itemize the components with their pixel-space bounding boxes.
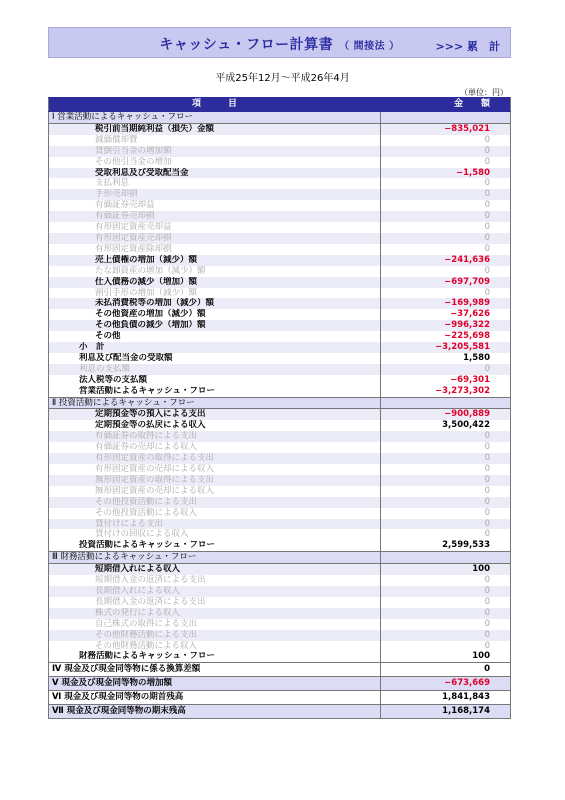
row-amount: 0 bbox=[381, 244, 511, 255]
row-label: 利息及び配当金の受取額 bbox=[49, 353, 381, 364]
row-amount: −241,636 bbox=[381, 255, 511, 266]
table-row bbox=[49, 331, 511, 342]
table-row bbox=[49, 320, 511, 331]
row-amount bbox=[381, 112, 511, 124]
table-row bbox=[49, 630, 511, 641]
section-header-row bbox=[49, 552, 511, 564]
row-amount: 0 bbox=[381, 442, 511, 453]
row-amount: −697,709 bbox=[381, 277, 511, 288]
row-amount: 100 bbox=[381, 564, 511, 575]
row-label: その他財務活動による収入 bbox=[49, 641, 381, 652]
row-amount: 0 bbox=[381, 529, 511, 540]
row-amount: 0 bbox=[381, 497, 511, 508]
table-row bbox=[49, 453, 511, 464]
row-label: 無形固定資産の売却による収入 bbox=[49, 486, 381, 497]
table-row bbox=[49, 420, 511, 431]
table-row bbox=[49, 519, 511, 530]
row-label: 有形固定資産の取得による支出 bbox=[49, 453, 381, 464]
summary-row bbox=[49, 691, 511, 705]
report-title-text: キャッシュ・フロー計算書 bbox=[159, 37, 334, 53]
row-label: 有価証券の売却による収入 bbox=[49, 442, 381, 453]
row-amount: 0 bbox=[381, 364, 511, 375]
row-amount: 0 bbox=[381, 663, 511, 677]
subtotal-row bbox=[49, 342, 511, 353]
row-amount: −3,273,302 bbox=[381, 386, 511, 397]
table-row bbox=[49, 529, 511, 540]
row-label: 有形固定資産の売却による収入 bbox=[49, 464, 381, 475]
row-amount: 0 bbox=[381, 641, 511, 652]
table-row bbox=[49, 619, 511, 630]
table-row bbox=[49, 189, 511, 200]
table-row bbox=[49, 597, 511, 608]
row-label: その他投資活動による収入 bbox=[49, 508, 381, 519]
section-total-row bbox=[49, 540, 511, 551]
row-label: 投資活動によるキャッシュ・フロー bbox=[49, 540, 381, 551]
table-row bbox=[49, 309, 511, 320]
row-amount: 0 bbox=[381, 288, 511, 299]
cumulative-badge: >>> 累 計 bbox=[435, 40, 500, 53]
report-method: （ 間接法 ） bbox=[339, 41, 400, 52]
table-row bbox=[49, 146, 511, 157]
row-label: 定期預金等の預入による支出 bbox=[49, 409, 381, 420]
section-header-row bbox=[49, 112, 511, 124]
row-amount: 0 bbox=[381, 519, 511, 530]
row-label: 営業活動によるキャッシュ・フロー bbox=[49, 386, 381, 397]
period-label: 平成25年12月～平成26年4月 bbox=[215, 73, 350, 84]
table-row bbox=[49, 508, 511, 519]
row-amount: −169,989 bbox=[381, 298, 511, 309]
row-label: 有価証券売却損 bbox=[49, 211, 381, 222]
table-row bbox=[49, 135, 511, 146]
row-amount: 0 bbox=[381, 178, 511, 189]
row-label: その他投資活動による支出 bbox=[49, 497, 381, 508]
table-row bbox=[49, 211, 511, 222]
row-amount: 0 bbox=[381, 135, 511, 146]
row-label: 法人税等の支払額 bbox=[49, 375, 381, 386]
section-total-row bbox=[49, 651, 511, 662]
row-amount: −835,021 bbox=[381, 123, 511, 134]
row-amount: 100 bbox=[381, 651, 511, 662]
row-label: 長期借入金の返済による支出 bbox=[49, 597, 381, 608]
row-amount: 0 bbox=[381, 630, 511, 641]
summary-row bbox=[49, 677, 511, 691]
row-label: 減価償却費 bbox=[49, 135, 381, 146]
row-label: 有価証券売却益 bbox=[49, 200, 381, 211]
cash-flow-table-body bbox=[49, 98, 511, 719]
row-amount: 0 bbox=[381, 157, 511, 168]
table-row bbox=[49, 497, 511, 508]
row-amount: −996,322 bbox=[381, 320, 511, 331]
row-amount: 0 bbox=[381, 486, 511, 497]
table-row bbox=[49, 353, 511, 364]
row-label: Ⅶ 現金及び現金同等物の期末残高 bbox=[49, 705, 381, 719]
row-label: 貸倒引当金の増加額 bbox=[49, 146, 381, 157]
row-label: その他負債の減少（増加）額 bbox=[49, 320, 381, 331]
row-amount: −69,301 bbox=[381, 375, 511, 386]
row-label: 割引手形の増加（減少）額 bbox=[49, 288, 381, 299]
row-amount: −673,669 bbox=[381, 677, 511, 691]
row-label: 有形固定資産売却益 bbox=[49, 222, 381, 233]
row-amount: 1,168,174 bbox=[381, 705, 511, 719]
row-amount: −900,889 bbox=[381, 409, 511, 420]
section-total-row bbox=[49, 386, 511, 397]
row-amount: −37,626 bbox=[381, 309, 511, 320]
row-label: 貸付けによる支出 bbox=[49, 519, 381, 530]
row-amount: 0 bbox=[381, 211, 511, 222]
row-label: Ⅰ 営業活動によるキャッシュ・フロー bbox=[49, 112, 381, 124]
row-label: Ⅱ 投資活動によるキャッシュ・フロー bbox=[49, 397, 381, 409]
row-amount: −1,580 bbox=[381, 168, 511, 179]
row-label: 売上債権の増加（減少）額 bbox=[49, 255, 381, 266]
row-label: Ⅵ 現金及び現金同等物の期首残高 bbox=[49, 691, 381, 705]
row-amount: 0 bbox=[381, 619, 511, 630]
table-row bbox=[49, 178, 511, 189]
table-row bbox=[49, 298, 511, 309]
table-row bbox=[49, 200, 511, 211]
row-label: 短期借入れによる収入 bbox=[49, 564, 381, 575]
table-row bbox=[49, 233, 511, 244]
summary-row bbox=[49, 705, 511, 719]
table-row bbox=[49, 608, 511, 619]
row-label: Ⅴ 現金及び現金同等物の増加額 bbox=[49, 677, 381, 691]
row-label: 小 計 bbox=[49, 342, 381, 353]
row-amount: −225,698 bbox=[381, 331, 511, 342]
row-amount bbox=[381, 397, 511, 409]
row-label: たな卸資産の増加（減少）額 bbox=[49, 266, 381, 277]
section-header-row bbox=[49, 397, 511, 409]
row-label: その他引当金の増加 bbox=[49, 157, 381, 168]
column-header-amount: 金 額 bbox=[381, 98, 511, 112]
column-header-item: 項 目 bbox=[49, 98, 381, 112]
row-label: 貸付けの回収による収入 bbox=[49, 529, 381, 540]
row-amount: 0 bbox=[381, 453, 511, 464]
row-amount: 0 bbox=[381, 575, 511, 586]
row-label: 長期借入れによる収入 bbox=[49, 586, 381, 597]
table-row bbox=[49, 266, 511, 277]
row-label: 有形固定資産除却損 bbox=[49, 244, 381, 255]
table-row bbox=[49, 123, 511, 134]
table-row bbox=[49, 641, 511, 652]
row-label: 自己株式の取得による支出 bbox=[49, 619, 381, 630]
row-label: 有価証券の取得による支出 bbox=[49, 431, 381, 442]
table-row bbox=[49, 586, 511, 597]
row-amount: 0 bbox=[381, 146, 511, 157]
table-header-row bbox=[49, 98, 511, 112]
table-row bbox=[49, 564, 511, 575]
table-row bbox=[49, 375, 511, 386]
row-label: その他 bbox=[49, 331, 381, 342]
table-row bbox=[49, 442, 511, 453]
row-amount: 3,500,422 bbox=[381, 420, 511, 431]
row-amount: 0 bbox=[381, 475, 511, 486]
row-label: 短期借入金の返済による支出 bbox=[49, 575, 381, 586]
row-amount: 0 bbox=[381, 597, 511, 608]
row-amount: 1,841,843 bbox=[381, 691, 511, 705]
row-amount: 0 bbox=[381, 266, 511, 277]
row-label: 利息の支払額 bbox=[49, 364, 381, 375]
row-label: 手形売却損 bbox=[49, 189, 381, 200]
row-label: 仕入債務の減少（増加）額 bbox=[49, 277, 381, 288]
row-label: 定期預金等の払戻による収入 bbox=[49, 420, 381, 431]
table-row bbox=[49, 575, 511, 586]
table-row bbox=[49, 288, 511, 299]
table-row bbox=[49, 475, 511, 486]
row-label: 財務活動によるキャッシュ・フロー bbox=[49, 651, 381, 662]
table-row bbox=[49, 409, 511, 420]
row-label: 未払消費税等の増加（減少）額 bbox=[49, 298, 381, 309]
row-amount: 1,580 bbox=[381, 353, 511, 364]
row-amount: 0 bbox=[381, 464, 511, 475]
table-row bbox=[49, 222, 511, 233]
row-amount: 0 bbox=[381, 431, 511, 442]
row-amount bbox=[381, 552, 511, 564]
table-row bbox=[49, 277, 511, 288]
table-row bbox=[49, 431, 511, 442]
row-label: Ⅲ 財務活動によるキャッシュ・フロー bbox=[49, 552, 381, 564]
table-row bbox=[49, 486, 511, 497]
row-amount: 0 bbox=[381, 233, 511, 244]
row-amount: 0 bbox=[381, 608, 511, 619]
row-amount: 2,599,533 bbox=[381, 540, 511, 551]
row-amount: 0 bbox=[381, 222, 511, 233]
table-row bbox=[49, 255, 511, 266]
row-amount: 0 bbox=[381, 200, 511, 211]
row-label: その他資産の増加（減少）額 bbox=[49, 309, 381, 320]
table-row bbox=[49, 244, 511, 255]
row-label: 税引前当期純利益（損失）金額 bbox=[49, 123, 381, 134]
row-label: 無形固定資産の取得による支出 bbox=[49, 475, 381, 486]
row-amount: 0 bbox=[381, 586, 511, 597]
cash-flow-table bbox=[48, 97, 511, 719]
row-amount: 0 bbox=[381, 189, 511, 200]
table-row bbox=[49, 364, 511, 375]
table-row bbox=[49, 168, 511, 179]
row-label: 株式の発行による収入 bbox=[49, 608, 381, 619]
row-amount: −3,205,581 bbox=[381, 342, 511, 353]
table-row bbox=[49, 464, 511, 475]
table-row bbox=[49, 157, 511, 168]
row-amount: 0 bbox=[381, 508, 511, 519]
row-label: その他財務活動による支出 bbox=[49, 630, 381, 641]
row-label: Ⅳ 現金及び現金同等物に係る換算差額 bbox=[49, 663, 381, 677]
row-label: 支払利息 bbox=[49, 178, 381, 189]
summary-row bbox=[49, 663, 511, 677]
unit-label: （単位：円） bbox=[460, 88, 508, 97]
row-label: 受取利息及び受取配当金 bbox=[49, 168, 381, 179]
row-label: 有形固定資産売却損 bbox=[49, 233, 381, 244]
report-header bbox=[48, 27, 511, 58]
